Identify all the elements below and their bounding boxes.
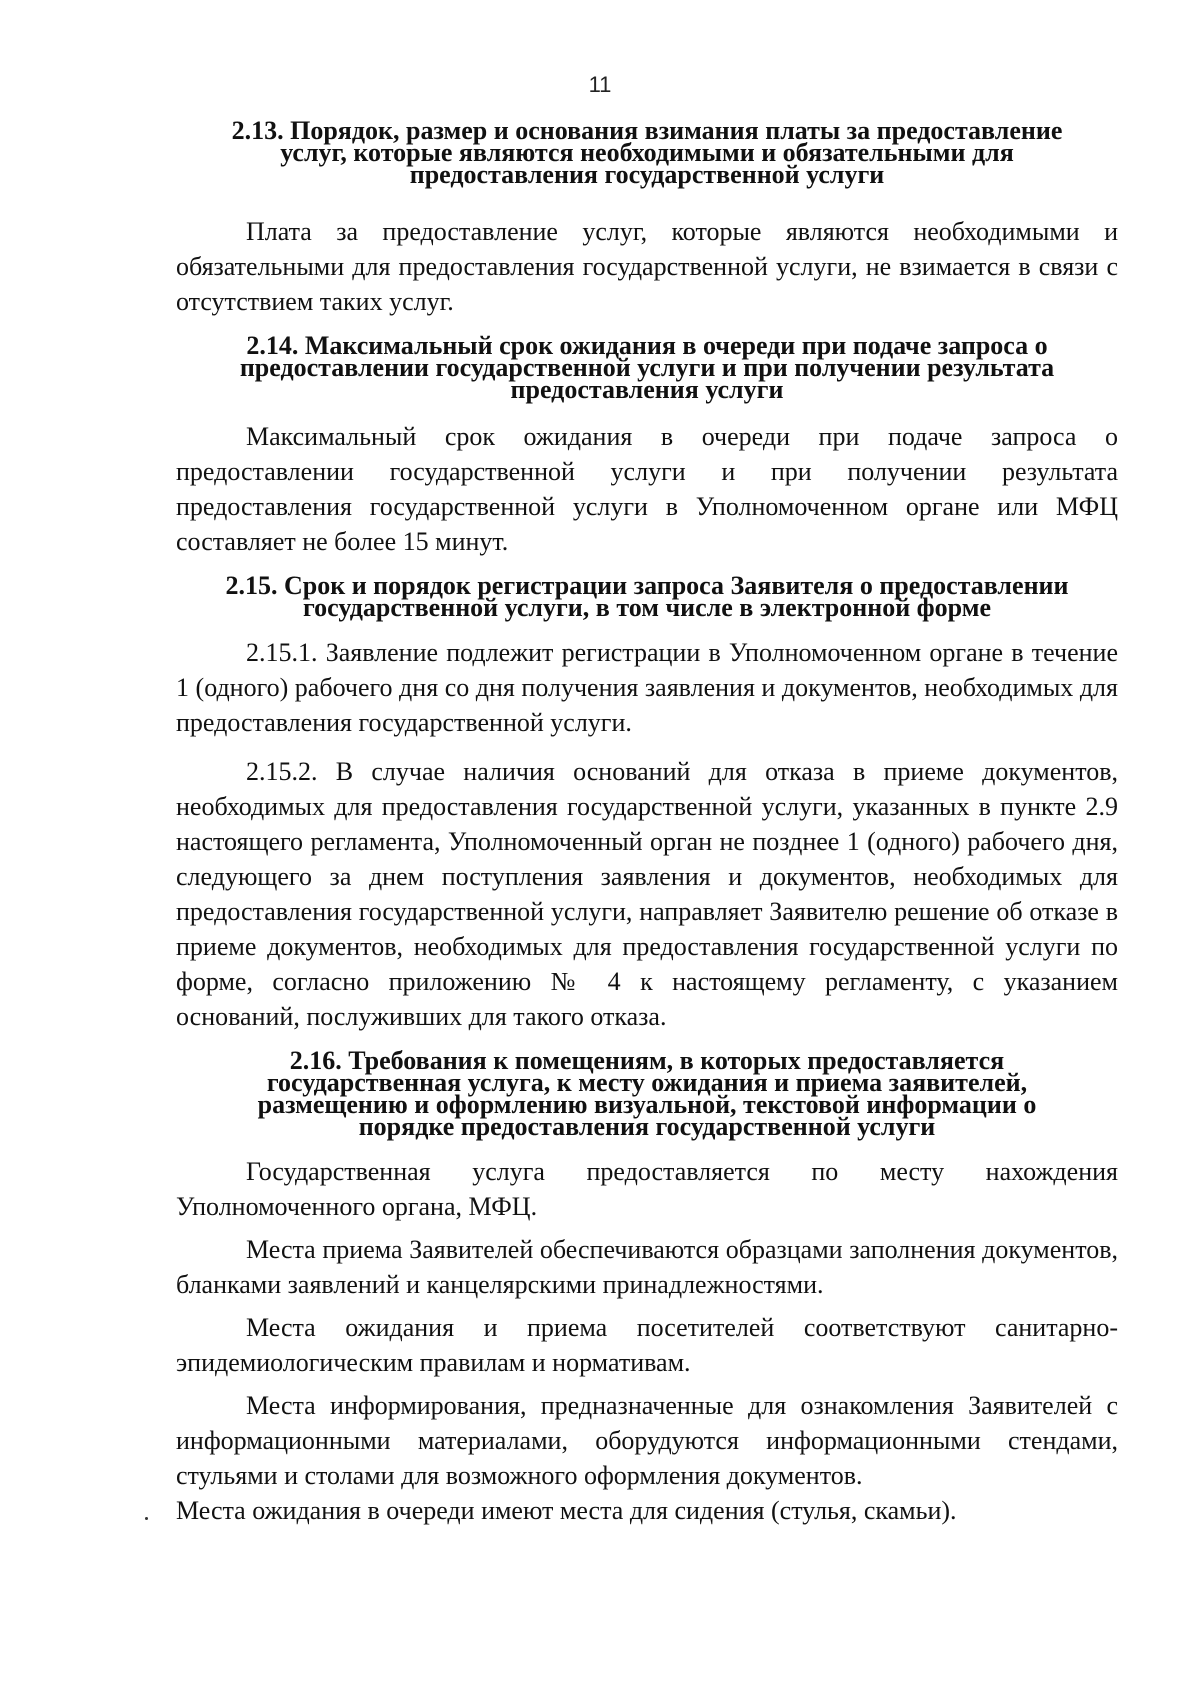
section-2-15 <box>176 571 1118 1034</box>
section-heading <box>176 1046 1118 1141</box>
section-heading <box>176 571 1118 622</box>
heading-line: услуг, которые являются необходимыми и обязательными для <box>280 138 1014 167</box>
heading-line: государственной услуги, в том числе в электронной форме <box>303 593 991 622</box>
heading-line: предоставлении государственной услуги и при получении результата <box>239 353 1055 382</box>
trailing-line: Места ожидания в очереди имеют места для сидения (стулья, скамьи). <box>176 1496 957 1525</box>
heading-line: 2.16. Требования к помещениям, в которых предоставляется <box>289 1046 1005 1075</box>
heading-line: предоставления услуги <box>510 375 784 404</box>
heading-line: порядке предоставления государственной услуги <box>358 1112 936 1141</box>
paragraph: 2.15.1. Заявление подлежит регистрации в Уполномоченном органе в течение 1 (одного) рабочего дня со дня получения заявления и документов, необходимых для предоставления государственной услуги. <box>176 638 1118 737</box>
heading-line: 2.15. Срок и порядок регистрации запроса Заявителя о предоставлении <box>225 571 1069 600</box>
paragraph: Места приема Заявителей обеспечиваются образцами заполнения документов, бланками заявлений и канцелярскими принадлежностями. <box>176 1235 1118 1299</box>
paragraph: 2.15.2. В случае наличия оснований для отказа в приеме документов, необходимых для предоставления государственной услуги, указанных в пункте 2.9 настоящего регламента, Уполномоченный орган не позднее 1 (одного) рабочего дня, следующего за днем поступления заявления и документов, необходимых для предоставления государственной услуги, направляет Заявителю решение об отказе в приеме документов, необходимых для предоставления государственной услуги по форме, согласно приложению № 4 к настоящему регламенту, с указанием оснований, послуживших для такого отказа. <box>176 757 1118 1031</box>
heading-line: 2.13. Порядок, размер и основания взимания платы за предоставление <box>231 116 1063 145</box>
heading-line: предоставления государственной услуги <box>409 160 885 189</box>
paragraph: Плата за предоставление услуг, которые являются необходимыми и обязательными для предоставления государственной услуги, не взимается в связи с отсутствием таких услуг. <box>176 217 1118 316</box>
section-2-14 <box>176 331 1118 559</box>
heading-line: 2.14. Максимальный срок ожидания в очереди при подаче запроса о <box>246 331 1048 360</box>
document-body <box>176 116 1118 1528</box>
paragraph: Государственная услуга предоставляется по месту нахождения Уполномоченного органа, МФЦ. <box>176 1157 1118 1221</box>
section-heading <box>176 116 1118 189</box>
paragraph: Максимальный срок ожидания в очереди при подаче запроса о предоставлении государственной услуги и при получении результата предоставления государственной услуги в Уполномоченном органе или МФЦ составляет не более 15 минут. <box>176 422 1118 556</box>
section-heading <box>176 331 1118 404</box>
heading-line: государственная услуга, к месту ожидания и приема заявителей, <box>266 1068 1028 1097</box>
page-number: 11 <box>588 72 612 97</box>
section-2-13 <box>176 116 1118 319</box>
heading-line: размещению и оформлению визуальной, текстовой информации о <box>257 1090 1037 1119</box>
paragraph: Места ожидания и приема посетителей соответствуют санитарно-эпидемиологическим правилам и нормативам. <box>176 1313 1118 1377</box>
scan-speck <box>145 1517 148 1520</box>
section-2-16 <box>176 1046 1118 1528</box>
paragraph: Места информирования, предназначенные для ознакомления Заявителей с информационными материалами, оборудуются информационными стендами, стульями и столами для возможного оформления документов. <box>176 1391 1118 1490</box>
